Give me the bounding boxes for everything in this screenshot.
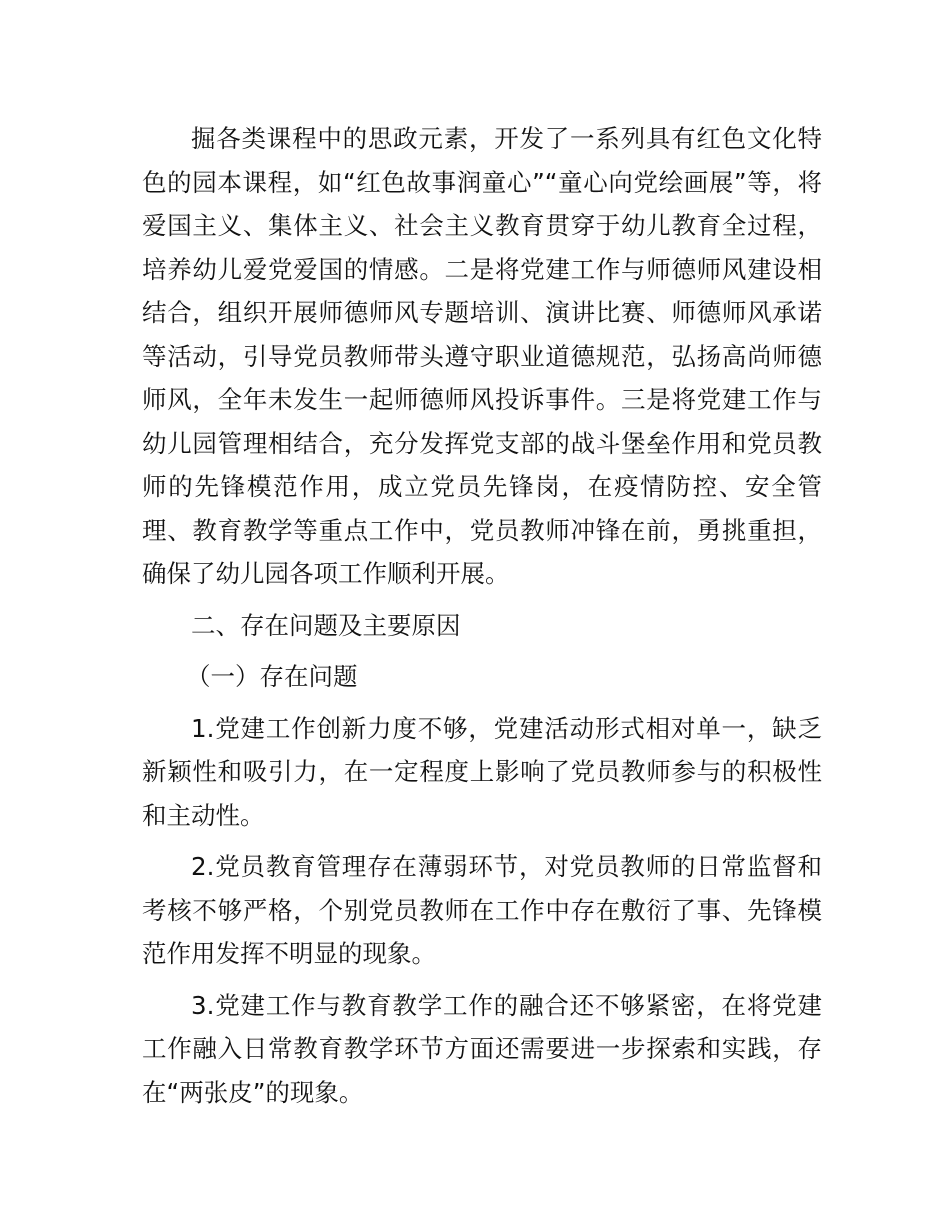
document-body (142, 117, 822, 1114)
section-heading: 二、存在问题及主要原因 (191, 610, 461, 640)
problem-item-1: 1.党建工作创新力度不够，党建活动形式相对单一，缺乏新颖性和吸引力，在一定程度上影响了党员教师参与的积极性和主动性。 (142, 713, 822, 830)
problem-item-2: 2.党员教育管理存在薄弱环节，对党员教师的日常监督和考核不够严格，个别党员教师在工作中存在敷衍了事、先锋模范作用发挥不明显的现象。 (142, 852, 822, 968)
paragraph-continuation: 掘各类课程中的思政元素，开发了一系列具有红色文化特色的园本课程，如“红色故事润童心”“童心向党绘画展”等，将爱国主义、集体主义、社会主义教育贯穿于幼儿教育全过程，培养幼儿爱党爱国的情感。二是将党建工作与师德师风建设相结合，组织开展师德师风专题培训、演讲比赛、师德师风承诺等活动，引导党员教师带头遵守职业道德规范，弘扬高尚师德师风，全年未发生一起师德师风投诉事件。三是将党建工作与幼儿园管理相结合，充分发挥党支部的战斗堡垒作用和党员教师的先锋模范作用，成立党员先锋岗，在疫情防控、安全管理、教育教学等重点工作中，党员教师冲锋在前，勇挑重担，确保了幼儿园各项工作顺利开展。 (142, 124, 822, 588)
problem-item-3: 3.党建工作与教育教学工作的融合还不够紧密，在将党建工作融入日常教育教学环节方面还需要进一步探索和实践，存在“两张皮”的现象。 (142, 990, 822, 1107)
sub-heading: （一）存在问题 (186, 662, 358, 691)
